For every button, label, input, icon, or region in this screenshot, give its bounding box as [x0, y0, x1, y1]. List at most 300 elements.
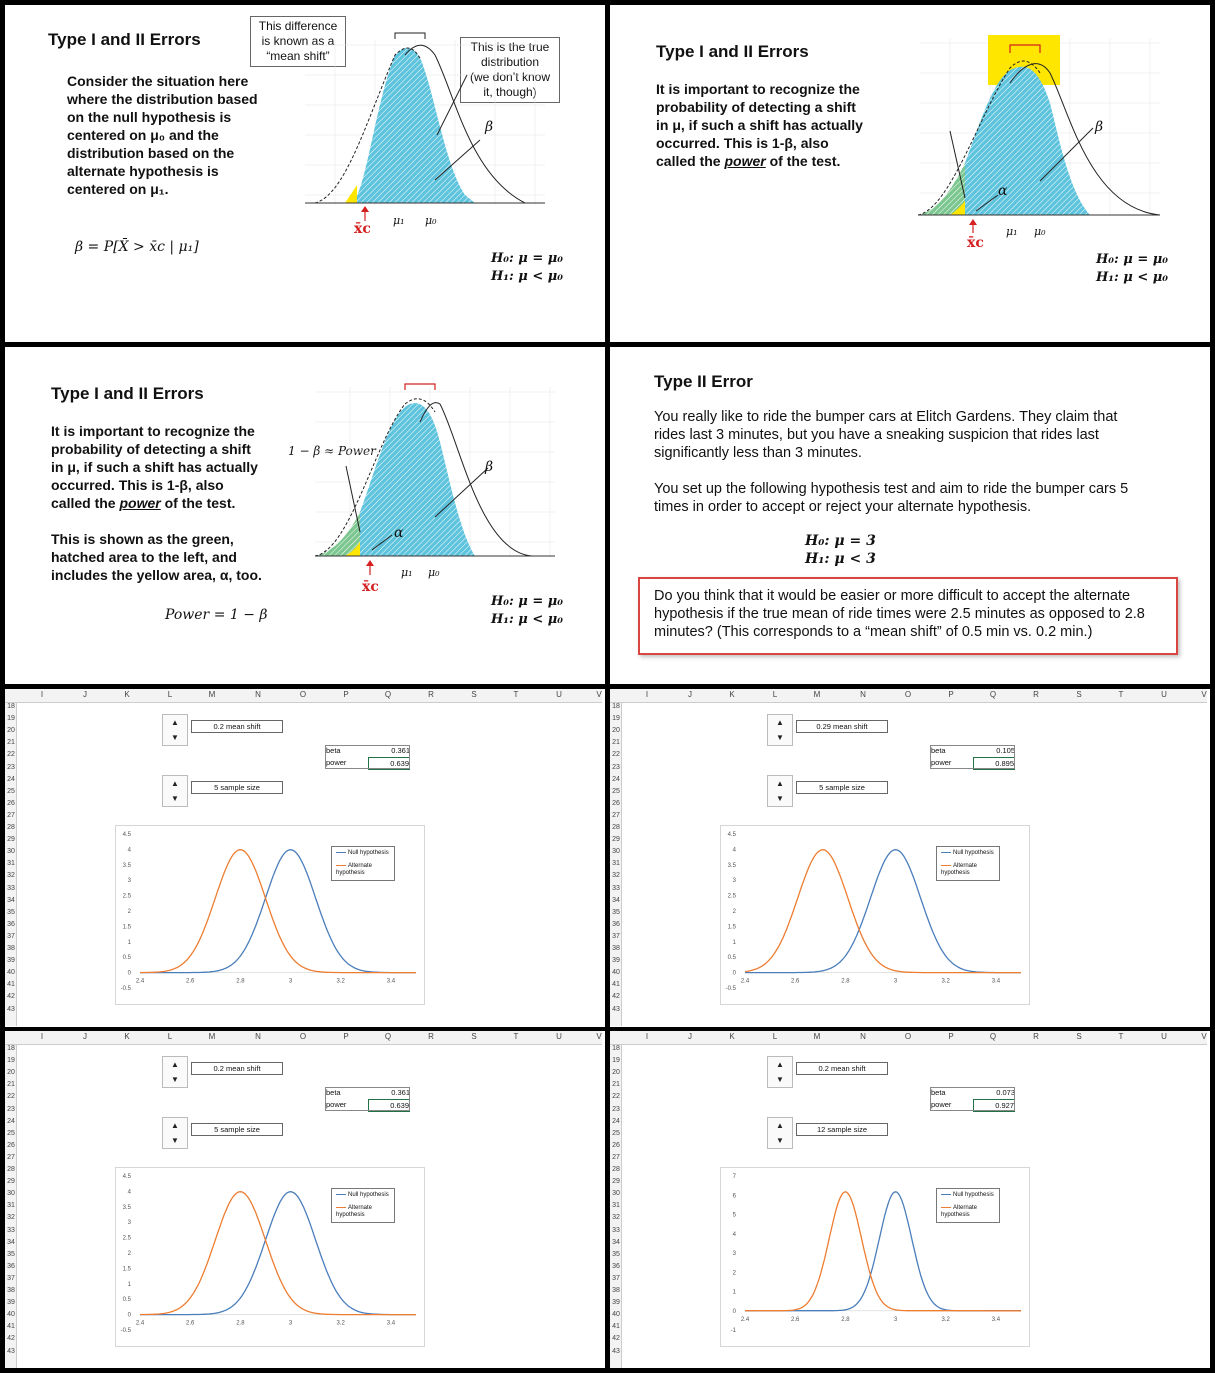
row-header[interactable]: 36: [7, 920, 15, 928]
sheet-grid[interactable]: [610, 689, 1207, 1026]
legend-label: Alternate hypothesis: [336, 1205, 373, 1218]
row-header[interactable]: 19: [612, 1057, 620, 1065]
mu0-label: μ₀: [425, 214, 437, 227]
mean-shift-spinner[interactable]: [162, 714, 188, 746]
beta-value[interactable]: 0.361: [391, 746, 410, 755]
column-header[interactable]: I: [645, 690, 649, 699]
row-header[interactable]: 28: [612, 824, 620, 831]
mean-shift-value[interactable]: 0.29 mean shift: [796, 720, 888, 733]
row-header[interactable]: 27: [612, 811, 620, 819]
column-header[interactable]: P: [343, 690, 349, 699]
alpha-region: [345, 185, 357, 203]
row-header[interactable]: 35: [7, 908, 15, 916]
column-header[interactable]: N: [860, 1032, 866, 1041]
row-header[interactable]: 37: [7, 932, 15, 940]
xc-label: x̄c: [354, 221, 371, 237]
spin-up-button[interactable]: ▲: [776, 718, 784, 727]
legend-item-null: [941, 1192, 995, 1199]
y-tick-label: 5: [732, 1212, 736, 1219]
row-header[interactable]: 22: [7, 751, 15, 759]
sample-size-spinner[interactable]: [767, 1117, 793, 1149]
spin-down-button[interactable]: ▼: [171, 733, 179, 742]
x-tick-label: 3: [288, 978, 293, 985]
y-tick-label: -0.5: [120, 986, 131, 992]
row-header[interactable]: 20: [7, 727, 15, 735]
row-header[interactable]: 25: [7, 1129, 15, 1137]
column-header[interactable]: U: [556, 690, 562, 699]
row-header[interactable]: 30: [612, 1190, 620, 1198]
slide-title: Type II Error: [654, 372, 753, 391]
column-header[interactable]: Q: [384, 690, 392, 699]
column-header[interactable]: M: [813, 1032, 821, 1041]
y-tick-label: 1.5: [727, 924, 736, 931]
column-header[interactable]: U: [1161, 1032, 1167, 1041]
column-header[interactable]: S: [471, 690, 477, 699]
column-header[interactable]: S: [1076, 690, 1082, 699]
legend-item-alt: [336, 1205, 390, 1219]
column-header[interactable]: L: [167, 690, 173, 699]
y-tick-label: 0: [127, 1312, 131, 1319]
beta-key: beta: [931, 1088, 946, 1097]
spin-down-button[interactable]: ▼: [171, 794, 179, 803]
row-header[interactable]: 34: [7, 1238, 15, 1246]
row-header-bar: [610, 1045, 622, 1368]
legend-label: Alternate hypothesis: [941, 1205, 978, 1218]
column-header[interactable]: K: [729, 1032, 735, 1041]
row-header[interactable]: 38: [612, 945, 620, 952]
row-header[interactable]: 31: [612, 860, 620, 868]
row-header[interactable]: 38: [612, 1287, 620, 1294]
spin-down-button[interactable]: ▼: [171, 1075, 179, 1084]
row-header-bar: [5, 703, 17, 1026]
spin-down-button[interactable]: ▼: [776, 1136, 784, 1145]
row-header[interactable]: 31: [612, 1202, 620, 1210]
row-header[interactable]: 39: [612, 1299, 620, 1307]
y-tick-label: 2.5: [727, 893, 736, 900]
column-header[interactable]: R: [428, 1032, 434, 1041]
mean-shift-value[interactable]: 0.2 mean shift: [796, 1062, 888, 1075]
spin-up-button[interactable]: ▲: [171, 718, 179, 727]
row-header[interactable]: 21: [612, 1081, 620, 1089]
legend-label: Null hypothesis: [348, 1192, 389, 1198]
y-tick-label: 3.5: [122, 862, 131, 869]
null-hypothesis: H₀: μ = μ₀: [1096, 252, 1168, 267]
results-table-border: [930, 1087, 1015, 1111]
row-header[interactable]: 28: [7, 1166, 15, 1173]
column-header[interactable]: I: [645, 1032, 649, 1041]
column-header[interactable]: J: [688, 1032, 692, 1041]
beta-label: β: [1095, 119, 1104, 135]
power-value[interactable]: 0.927: [973, 1099, 1015, 1112]
row-header[interactable]: 42: [612, 993, 620, 1001]
row-header[interactable]: 41: [612, 1323, 620, 1331]
y-tick-label: 2: [732, 1270, 736, 1277]
distribution-chart[interactable]: [720, 825, 1030, 1005]
row-header[interactable]: 39: [612, 957, 620, 965]
column-header[interactable]: T: [513, 1032, 519, 1041]
row-header[interactable]: 42: [612, 1335, 620, 1343]
legend-item-alt: [941, 863, 995, 877]
column-header[interactable]: P: [343, 1032, 349, 1041]
y-tick-label: -0.5: [725, 986, 736, 992]
spin-down-button[interactable]: ▼: [776, 1075, 784, 1084]
column-header[interactable]: Q: [989, 1032, 997, 1041]
spin-up-button[interactable]: ▲: [776, 1060, 784, 1069]
row-header[interactable]: 25: [7, 787, 15, 795]
xc-label: x̄c: [362, 579, 379, 595]
row-header[interactable]: 26: [7, 1141, 15, 1149]
sheet-grid[interactable]: [610, 1031, 1207, 1368]
row-header[interactable]: 24: [7, 775, 15, 783]
row-header[interactable]: 22: [7, 1093, 15, 1101]
column-header[interactable]: J: [688, 690, 692, 699]
row-header[interactable]: 35: [612, 908, 620, 916]
sample-size-value[interactable]: 5 sample size: [191, 781, 283, 794]
y-tick-label: -1: [730, 1328, 736, 1334]
row-header[interactable]: 18: [612, 1045, 620, 1052]
row-header[interactable]: 42: [7, 1335, 15, 1343]
row-header[interactable]: 39: [7, 957, 15, 965]
column-header[interactable]: K: [729, 690, 735, 699]
y-tick-label: 1.5: [122, 924, 131, 931]
row-header[interactable]: 42: [7, 993, 15, 1001]
column-header[interactable]: L: [772, 1032, 778, 1041]
row-header[interactable]: 26: [612, 1141, 620, 1149]
y-tick-label: 3: [732, 1251, 736, 1257]
distribution-chart[interactable]: [115, 825, 425, 1005]
legend-line: [336, 852, 346, 853]
x-tick-label: 2.6: [186, 1320, 195, 1327]
column-header[interactable]: T: [513, 690, 519, 699]
column-header[interactable]: O: [904, 690, 912, 699]
sample-size-value[interactable]: 5 sample size: [191, 1123, 283, 1136]
y-tick-label: 3.5: [122, 1204, 131, 1211]
row-header[interactable]: 35: [612, 1250, 620, 1258]
row-header[interactable]: 23: [7, 763, 15, 771]
power-region: [918, 163, 965, 215]
column-header[interactable]: N: [255, 1032, 261, 1041]
row-header[interactable]: 32: [7, 1214, 15, 1222]
column-header[interactable]: O: [299, 1032, 307, 1041]
row-header[interactable]: 33: [7, 884, 15, 892]
row-header-bar: [610, 703, 622, 1026]
row-header[interactable]: 25: [612, 787, 620, 795]
spin-up-button[interactable]: ▲: [776, 1121, 784, 1130]
row-header[interactable]: 19: [612, 715, 620, 723]
row-header[interactable]: 27: [612, 1153, 620, 1161]
spin-down-button[interactable]: ▼: [776, 794, 784, 803]
x-tick-label: 3.2: [941, 978, 950, 985]
sample-size-spinner[interactable]: [162, 775, 188, 807]
row-header[interactable]: 22: [612, 1093, 620, 1101]
spin-down-button[interactable]: ▼: [171, 1136, 179, 1145]
column-header[interactable]: V: [596, 690, 602, 699]
column-header[interactable]: P: [948, 1032, 954, 1041]
row-header[interactable]: 29: [7, 836, 15, 844]
mu1-label: μ₁: [401, 566, 413, 579]
spin-up-button[interactable]: ▲: [171, 779, 179, 788]
mean-shift-spinner[interactable]: [162, 1056, 188, 1088]
column-header[interactable]: U: [1161, 690, 1167, 699]
x-tick-label: 2.8: [236, 1320, 245, 1327]
alpha-label: α: [394, 525, 404, 541]
row-header[interactable]: 33: [612, 1226, 620, 1234]
question-box: Do you think that it would be easier or more difficult to accept the alternate hypothesis if the true mean of ride times were 2.5 minutes as opposed to 2.8 minutes? (This corresponds to a “mean shift” of 0.5 min vs. 0.2 min.): [638, 577, 1178, 655]
row-header[interactable]: 23: [612, 763, 620, 771]
distribution-chart[interactable]: [115, 1167, 425, 1347]
column-header[interactable]: S: [1076, 1032, 1082, 1041]
row-header[interactable]: 23: [7, 1105, 15, 1113]
row-header[interactable]: 40: [612, 969, 620, 977]
mean-shift-spinner[interactable]: [767, 1056, 793, 1088]
row-header[interactable]: 18: [7, 703, 15, 710]
slide-title: Type I and II Errors: [51, 384, 204, 403]
power-word: power: [119, 495, 161, 511]
row-header[interactable]: 40: [7, 969, 15, 977]
power-word: power: [724, 153, 766, 169]
row-header[interactable]: 27: [7, 811, 15, 819]
row-header[interactable]: 28: [612, 1166, 620, 1173]
row-header[interactable]: 43: [612, 1347, 620, 1355]
row-header-bar: [5, 1045, 17, 1368]
row-header[interactable]: 29: [612, 1178, 620, 1186]
row-header[interactable]: 18: [612, 703, 620, 710]
mean-shift-value[interactable]: 0.2 mean shift: [191, 720, 283, 733]
column-header[interactable]: J: [83, 1032, 87, 1041]
row-header[interactable]: 31: [7, 1202, 15, 1210]
row-header[interactable]: 40: [612, 1311, 620, 1319]
row-header[interactable]: 38: [7, 1287, 15, 1294]
sample-size-spinner[interactable]: [162, 1117, 188, 1149]
row-header[interactable]: 43: [7, 1347, 15, 1355]
beta-key: beta: [326, 1088, 341, 1097]
row-header[interactable]: 29: [7, 1178, 15, 1186]
column-header[interactable]: I: [40, 1032, 44, 1041]
row-header[interactable]: 36: [7, 1262, 15, 1270]
power-value[interactable]: 0.639: [368, 1099, 410, 1112]
mean-shift-spinner[interactable]: [767, 714, 793, 746]
column-header[interactable]: K: [124, 1032, 130, 1041]
row-header[interactable]: 34: [7, 896, 15, 904]
y-tick-label: -0.5: [120, 1328, 131, 1334]
column-header[interactable]: V: [596, 1032, 602, 1041]
column-header[interactable]: M: [208, 690, 216, 699]
spin-up-button[interactable]: ▲: [171, 1060, 179, 1069]
row-header[interactable]: 34: [612, 896, 620, 904]
legend-line: [941, 1194, 951, 1195]
chart-legend: [331, 1188, 395, 1223]
column-header[interactable]: O: [299, 690, 307, 699]
row-header[interactable]: 43: [7, 1005, 15, 1013]
x-tick-label: 2.4: [135, 978, 145, 985]
chart-legend: [936, 846, 1000, 881]
x-tick-label: 3.2: [336, 1320, 345, 1327]
row-header[interactable]: 18: [7, 1045, 15, 1052]
y-tick-label: 1.5: [122, 1266, 131, 1273]
row-header[interactable]: 32: [612, 1214, 620, 1222]
distribution-chart[interactable]: [720, 1167, 1030, 1347]
row-header[interactable]: 30: [612, 848, 620, 856]
row-header[interactable]: 24: [612, 1117, 620, 1125]
column-header[interactable]: V: [1201, 690, 1207, 699]
row-header[interactable]: 24: [612, 775, 620, 783]
beta-value[interactable]: 0.105: [996, 746, 1015, 755]
column-header[interactable]: R: [1033, 690, 1039, 699]
column-header[interactable]: U: [556, 1032, 562, 1041]
column-header[interactable]: L: [167, 1032, 173, 1041]
row-header[interactable]: 21: [7, 1081, 15, 1089]
row-header[interactable]: 37: [612, 1274, 620, 1282]
chart-legend: [331, 846, 395, 881]
sample-size-value[interactable]: 5 sample size: [796, 781, 888, 794]
row-header[interactable]: 20: [612, 1069, 620, 1077]
y-tick-label: 4.5: [122, 832, 131, 838]
row-header[interactable]: 19: [7, 715, 15, 723]
alternate-hypothesis: H₁: μ < μ₀: [491, 269, 563, 284]
column-header[interactable]: Q: [384, 1032, 392, 1041]
column-header[interactable]: N: [860, 690, 866, 699]
spin-up-button[interactable]: ▲: [171, 1121, 179, 1130]
row-header[interactable]: 21: [7, 739, 15, 747]
row-header[interactable]: 23: [612, 1105, 620, 1113]
column-header[interactable]: I: [40, 690, 44, 699]
y-tick-label: 0: [732, 970, 736, 977]
row-header[interactable]: 30: [7, 1190, 15, 1198]
body-text: It is important to recognize the probability of detecting a shift in μ, if such a shift has actually occurred. This is 1-β, also called the: [656, 81, 863, 169]
chart-legend: [936, 1188, 1000, 1223]
x-tick-label: 3.4: [386, 1320, 396, 1327]
row-header[interactable]: 20: [612, 727, 620, 735]
row-header[interactable]: 26: [7, 799, 15, 807]
column-header[interactable]: R: [1033, 1032, 1039, 1041]
results-table-border: [325, 1087, 410, 1111]
row-header[interactable]: 43: [612, 1005, 620, 1013]
distribution-diagram: [310, 382, 560, 582]
row-header[interactable]: 41: [612, 981, 620, 989]
row-header[interactable]: 36: [612, 920, 620, 928]
row-header[interactable]: 27: [7, 1153, 15, 1161]
y-tick-label: 7: [732, 1174, 736, 1180]
column-header[interactable]: T: [1118, 690, 1124, 699]
column-header[interactable]: P: [948, 690, 954, 699]
column-header[interactable]: V: [1201, 1032, 1207, 1041]
slide-2: [610, 5, 1210, 342]
row-header[interactable]: 29: [612, 836, 620, 844]
row-header[interactable]: 41: [7, 981, 15, 989]
row-header[interactable]: 36: [612, 1262, 620, 1270]
column-header[interactable]: M: [208, 1032, 216, 1041]
sheet-grid[interactable]: [5, 1031, 602, 1368]
x-tick-label: 3.2: [336, 978, 345, 985]
legend-label: Null hypothesis: [953, 1192, 994, 1198]
y-tick-label: 0.5: [727, 955, 736, 962]
null-hypothesis: H₀: μ = μ₀: [491, 251, 563, 266]
legend-item-null: [941, 850, 995, 857]
row-header[interactable]: 25: [612, 1129, 620, 1137]
row-header[interactable]: 32: [612, 872, 620, 880]
row-header[interactable]: 33: [7, 1226, 15, 1234]
column-header[interactable]: N: [255, 690, 261, 699]
column-header[interactable]: R: [428, 690, 434, 699]
row-header[interactable]: 19: [7, 1057, 15, 1065]
spin-up-button[interactable]: ▲: [776, 779, 784, 788]
sheet-grid[interactable]: [5, 689, 602, 1026]
sample-size-spinner[interactable]: [767, 775, 793, 807]
x-tick-label: 3.2: [941, 1316, 950, 1323]
column-header[interactable]: M: [813, 690, 821, 699]
column-header[interactable]: Q: [989, 690, 997, 699]
x-tick-label: 2.4: [135, 1320, 145, 1327]
power-value[interactable]: 0.895: [973, 757, 1015, 770]
y-tick-label: 1: [127, 1281, 131, 1288]
column-header[interactable]: J: [83, 690, 87, 699]
y-tick-label: 4: [732, 1231, 736, 1238]
row-header[interactable]: 21: [612, 739, 620, 747]
row-header[interactable]: 37: [612, 932, 620, 940]
row-header[interactable]: 35: [7, 1250, 15, 1258]
beta-formula: β = P[X̄ > x̄c | μ₁]: [75, 239, 199, 255]
row-header[interactable]: 26: [612, 799, 620, 807]
y-tick-label: 2.5: [122, 893, 131, 900]
legend-item-alt: [336, 863, 390, 877]
row-header[interactable]: 20: [7, 1069, 15, 1077]
row-header[interactable]: 34: [612, 1238, 620, 1246]
row-header[interactable]: 33: [612, 884, 620, 892]
x-tick-label: 2.8: [236, 978, 245, 985]
column-header[interactable]: T: [1118, 1032, 1124, 1041]
row-header[interactable]: 39: [7, 1299, 15, 1307]
row-header[interactable]: 37: [7, 1274, 15, 1282]
column-header[interactable]: K: [124, 690, 130, 699]
beta-value[interactable]: 0.073: [996, 1088, 1015, 1097]
column-header[interactable]: O: [904, 1032, 912, 1041]
column-header[interactable]: L: [772, 690, 778, 699]
row-header[interactable]: 41: [7, 1323, 15, 1331]
row-header[interactable]: 32: [7, 872, 15, 880]
y-tick-label: 3: [127, 1220, 131, 1227]
mu1-label: μ₁: [1006, 225, 1018, 238]
legend-line: [336, 865, 346, 866]
power-key: power: [931, 1100, 952, 1109]
y-tick-label: 2: [127, 909, 131, 915]
paragraph-2: You set up the following hypothesis test and aim to ride the bumper cars 5 times in order to accept or reject your alternate hypothesis.: [654, 481, 1129, 515]
column-header-bar: [5, 1031, 602, 1045]
row-header[interactable]: 22: [612, 751, 620, 759]
y-tick-label: 0: [732, 1308, 736, 1315]
beta-value[interactable]: 0.361: [391, 1088, 410, 1097]
sample-size-value[interactable]: 12 sample size: [796, 1123, 888, 1136]
spin-down-button[interactable]: ▼: [776, 733, 784, 742]
column-header-bar: [610, 689, 1207, 703]
row-header[interactable]: 28: [7, 824, 15, 831]
results-table-border: [930, 745, 1015, 769]
row-header[interactable]: 24: [7, 1117, 15, 1125]
row-header[interactable]: 30: [7, 848, 15, 856]
mean-shift-value[interactable]: 0.2 mean shift: [191, 1062, 283, 1075]
row-header[interactable]: 40: [7, 1311, 15, 1319]
distribution-diagram: [295, 25, 555, 225]
legend-label: Null hypothesis: [953, 850, 994, 856]
x-tick-label: 3.4: [991, 978, 1001, 985]
y-tick-label: 2.5: [122, 1235, 131, 1242]
power-key: power: [326, 1100, 347, 1109]
row-header[interactable]: 38: [7, 945, 15, 952]
row-header[interactable]: 31: [7, 860, 15, 868]
power-value[interactable]: 0.639: [368, 757, 410, 770]
column-header[interactable]: S: [471, 1032, 477, 1041]
y-tick-label: 0.5: [122, 1297, 131, 1304]
y-tick-label: 4: [127, 847, 131, 854]
